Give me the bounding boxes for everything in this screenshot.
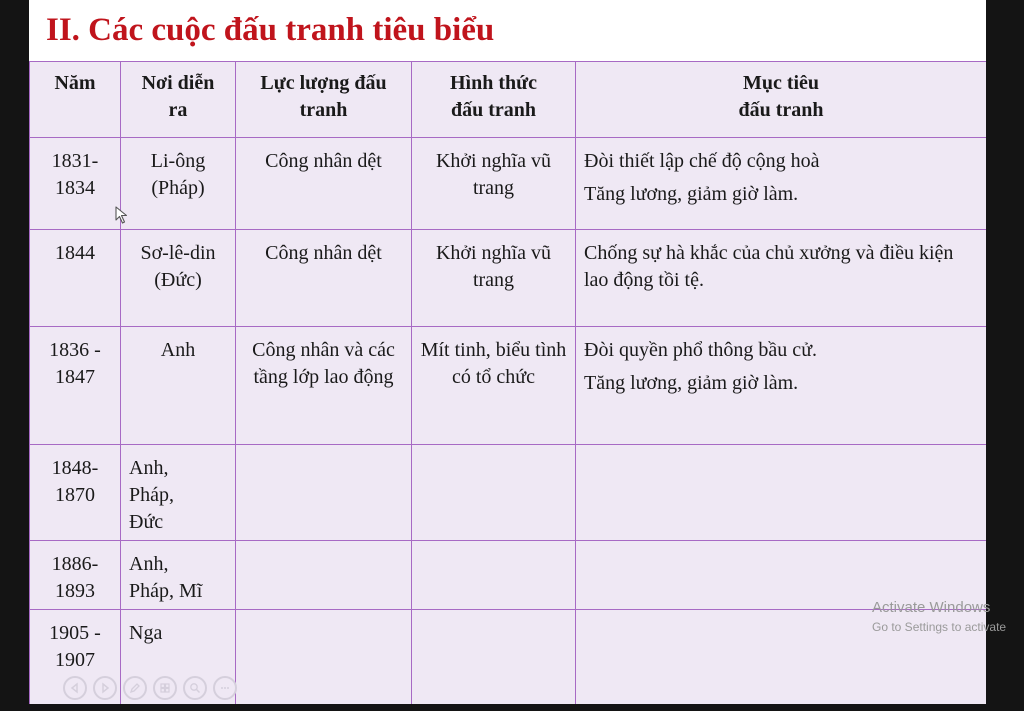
zoom-button[interactable] [183, 676, 207, 700]
slide-title: II. Các cuộc đấu tranh tiêu biểu [46, 12, 495, 48]
header-force [236, 62, 412, 138]
pen-tool-button[interactable] [123, 676, 147, 700]
table-row [30, 230, 987, 327]
header-goal-line: Mục tiêu [742, 72, 820, 94]
cell-form [412, 610, 576, 705]
cell-place-text: (Pháp) [151, 177, 205, 199]
cell-place-text: Pháp, Mĩ [129, 580, 203, 602]
cell-form-text: trang [472, 269, 515, 291]
pen-icon [129, 682, 141, 694]
cell-form-text: Khởi nghĩa vũ [435, 242, 551, 264]
zoom-icon [189, 682, 201, 694]
slides-icon [159, 682, 171, 694]
cell-goal-text: Tăng lương, giảm giờ làm. [584, 372, 799, 394]
mouse-pointer-icon [115, 206, 129, 224]
cell-year [30, 327, 121, 445]
cell-place-text: Li-ông [150, 150, 206, 172]
cell-year-text: 1870 [55, 484, 95, 506]
header-form-line: đấu tranh [450, 99, 537, 121]
cell-form [412, 445, 576, 541]
see-all-slides-button[interactable] [153, 676, 177, 700]
cell-year [30, 541, 121, 610]
watermark-subtitle: Go to Settings to activate [872, 620, 1007, 634]
cell-force [236, 541, 412, 610]
next-icon [99, 682, 111, 694]
cell-year-text: 1886- [51, 553, 99, 575]
cell-place-text: Sơ-lê-din [140, 242, 216, 264]
cell-place-text: Pháp, [129, 484, 174, 506]
cell-force-text: Công nhân và các tầng lớp lao động [252, 339, 395, 388]
header-form-line: Hình thức [449, 72, 538, 94]
cell-place-text: (Đức) [154, 269, 202, 291]
cell-year [30, 445, 121, 541]
cell-goal [576, 327, 987, 445]
header-row [30, 62, 987, 138]
cell-form [412, 230, 576, 327]
cell-form [412, 138, 576, 230]
cell-goal [576, 445, 987, 541]
cell-place [121, 541, 236, 610]
cell-year [30, 138, 121, 230]
header-force-line: Lực lượng đấu [260, 72, 387, 94]
more-icon [219, 682, 231, 694]
cell-force [236, 445, 412, 541]
cell-goal [576, 230, 987, 327]
cell-form [412, 541, 576, 610]
cell-place-text: Anh, [129, 553, 169, 575]
cell-goal-text: Tăng lương, giảm giờ làm. [584, 183, 799, 205]
struggles-table [29, 61, 986, 704]
cell-place [121, 230, 236, 327]
cell-place-text: Nga [129, 622, 163, 644]
cell-year-text: 1847 [55, 366, 95, 388]
cell-place [121, 327, 236, 445]
cell-year-text: 1848- [51, 457, 99, 479]
cell-year-text: 1834 [55, 177, 95, 199]
header-form [412, 62, 576, 138]
cell-year-text: 1893 [55, 580, 95, 602]
cell-year [30, 230, 121, 327]
cell-form-text: trang [472, 177, 515, 199]
table-row [30, 138, 987, 230]
cell-goal [576, 138, 987, 230]
cell-place-text: Anh [160, 339, 196, 361]
more-options-button[interactable] [213, 676, 237, 700]
cell-force [236, 610, 412, 705]
cell-year-text: 1844 [55, 242, 95, 264]
cell-place [121, 138, 236, 230]
slide [29, 0, 986, 704]
cell-year-text: 1836 - [49, 339, 101, 361]
cell-place [121, 445, 236, 541]
header-year [30, 62, 121, 138]
watermark-title: Activate Windows [872, 599, 991, 616]
cell-goal-text: Chống sự hà khắc của chủ xưởng và điều kiện lao động tồi tệ. [584, 242, 954, 291]
slideshow-controls [63, 676, 237, 700]
cell-form [412, 327, 576, 445]
header-goal-line: đấu tranh [738, 99, 824, 121]
table-row [30, 445, 987, 541]
cell-form-text: Mít tinh, biểu tình có tổ chức [420, 339, 567, 388]
table-row [30, 327, 987, 445]
previous-slide-button[interactable] [63, 676, 87, 700]
cell-year-text: 1907 [55, 649, 95, 671]
cell-goal-text: Đòi thiết lập chế độ cộng hoà [584, 150, 820, 172]
cell-place-text: Đức [129, 511, 164, 533]
header-force-line: tranh [299, 99, 348, 121]
header-place-line: Nơi diễn [141, 72, 215, 94]
header-place-line: ra [168, 99, 188, 121]
cell-force [236, 230, 412, 327]
cell-form-text: Khởi nghĩa vũ [435, 150, 551, 172]
header-year-line: Năm [54, 72, 96, 94]
cell-force-text: Công nhân dệt [265, 150, 382, 172]
cell-place-text: Anh, [129, 457, 169, 479]
next-slide-button[interactable] [93, 676, 117, 700]
header-goal [576, 62, 987, 138]
header-place [121, 62, 236, 138]
cell-year-text: 1905 - [49, 622, 101, 644]
activate-windows-watermark [872, 598, 1024, 642]
cell-year-text: 1831- [51, 150, 99, 172]
cell-force-text: Công nhân dệt [265, 242, 382, 264]
cell-force [236, 138, 412, 230]
cell-goal-text: Đòi quyền phổ thông bầu cử. [584, 339, 818, 361]
previous-icon [69, 682, 81, 694]
cell-force [236, 327, 412, 445]
table-row [30, 541, 987, 610]
